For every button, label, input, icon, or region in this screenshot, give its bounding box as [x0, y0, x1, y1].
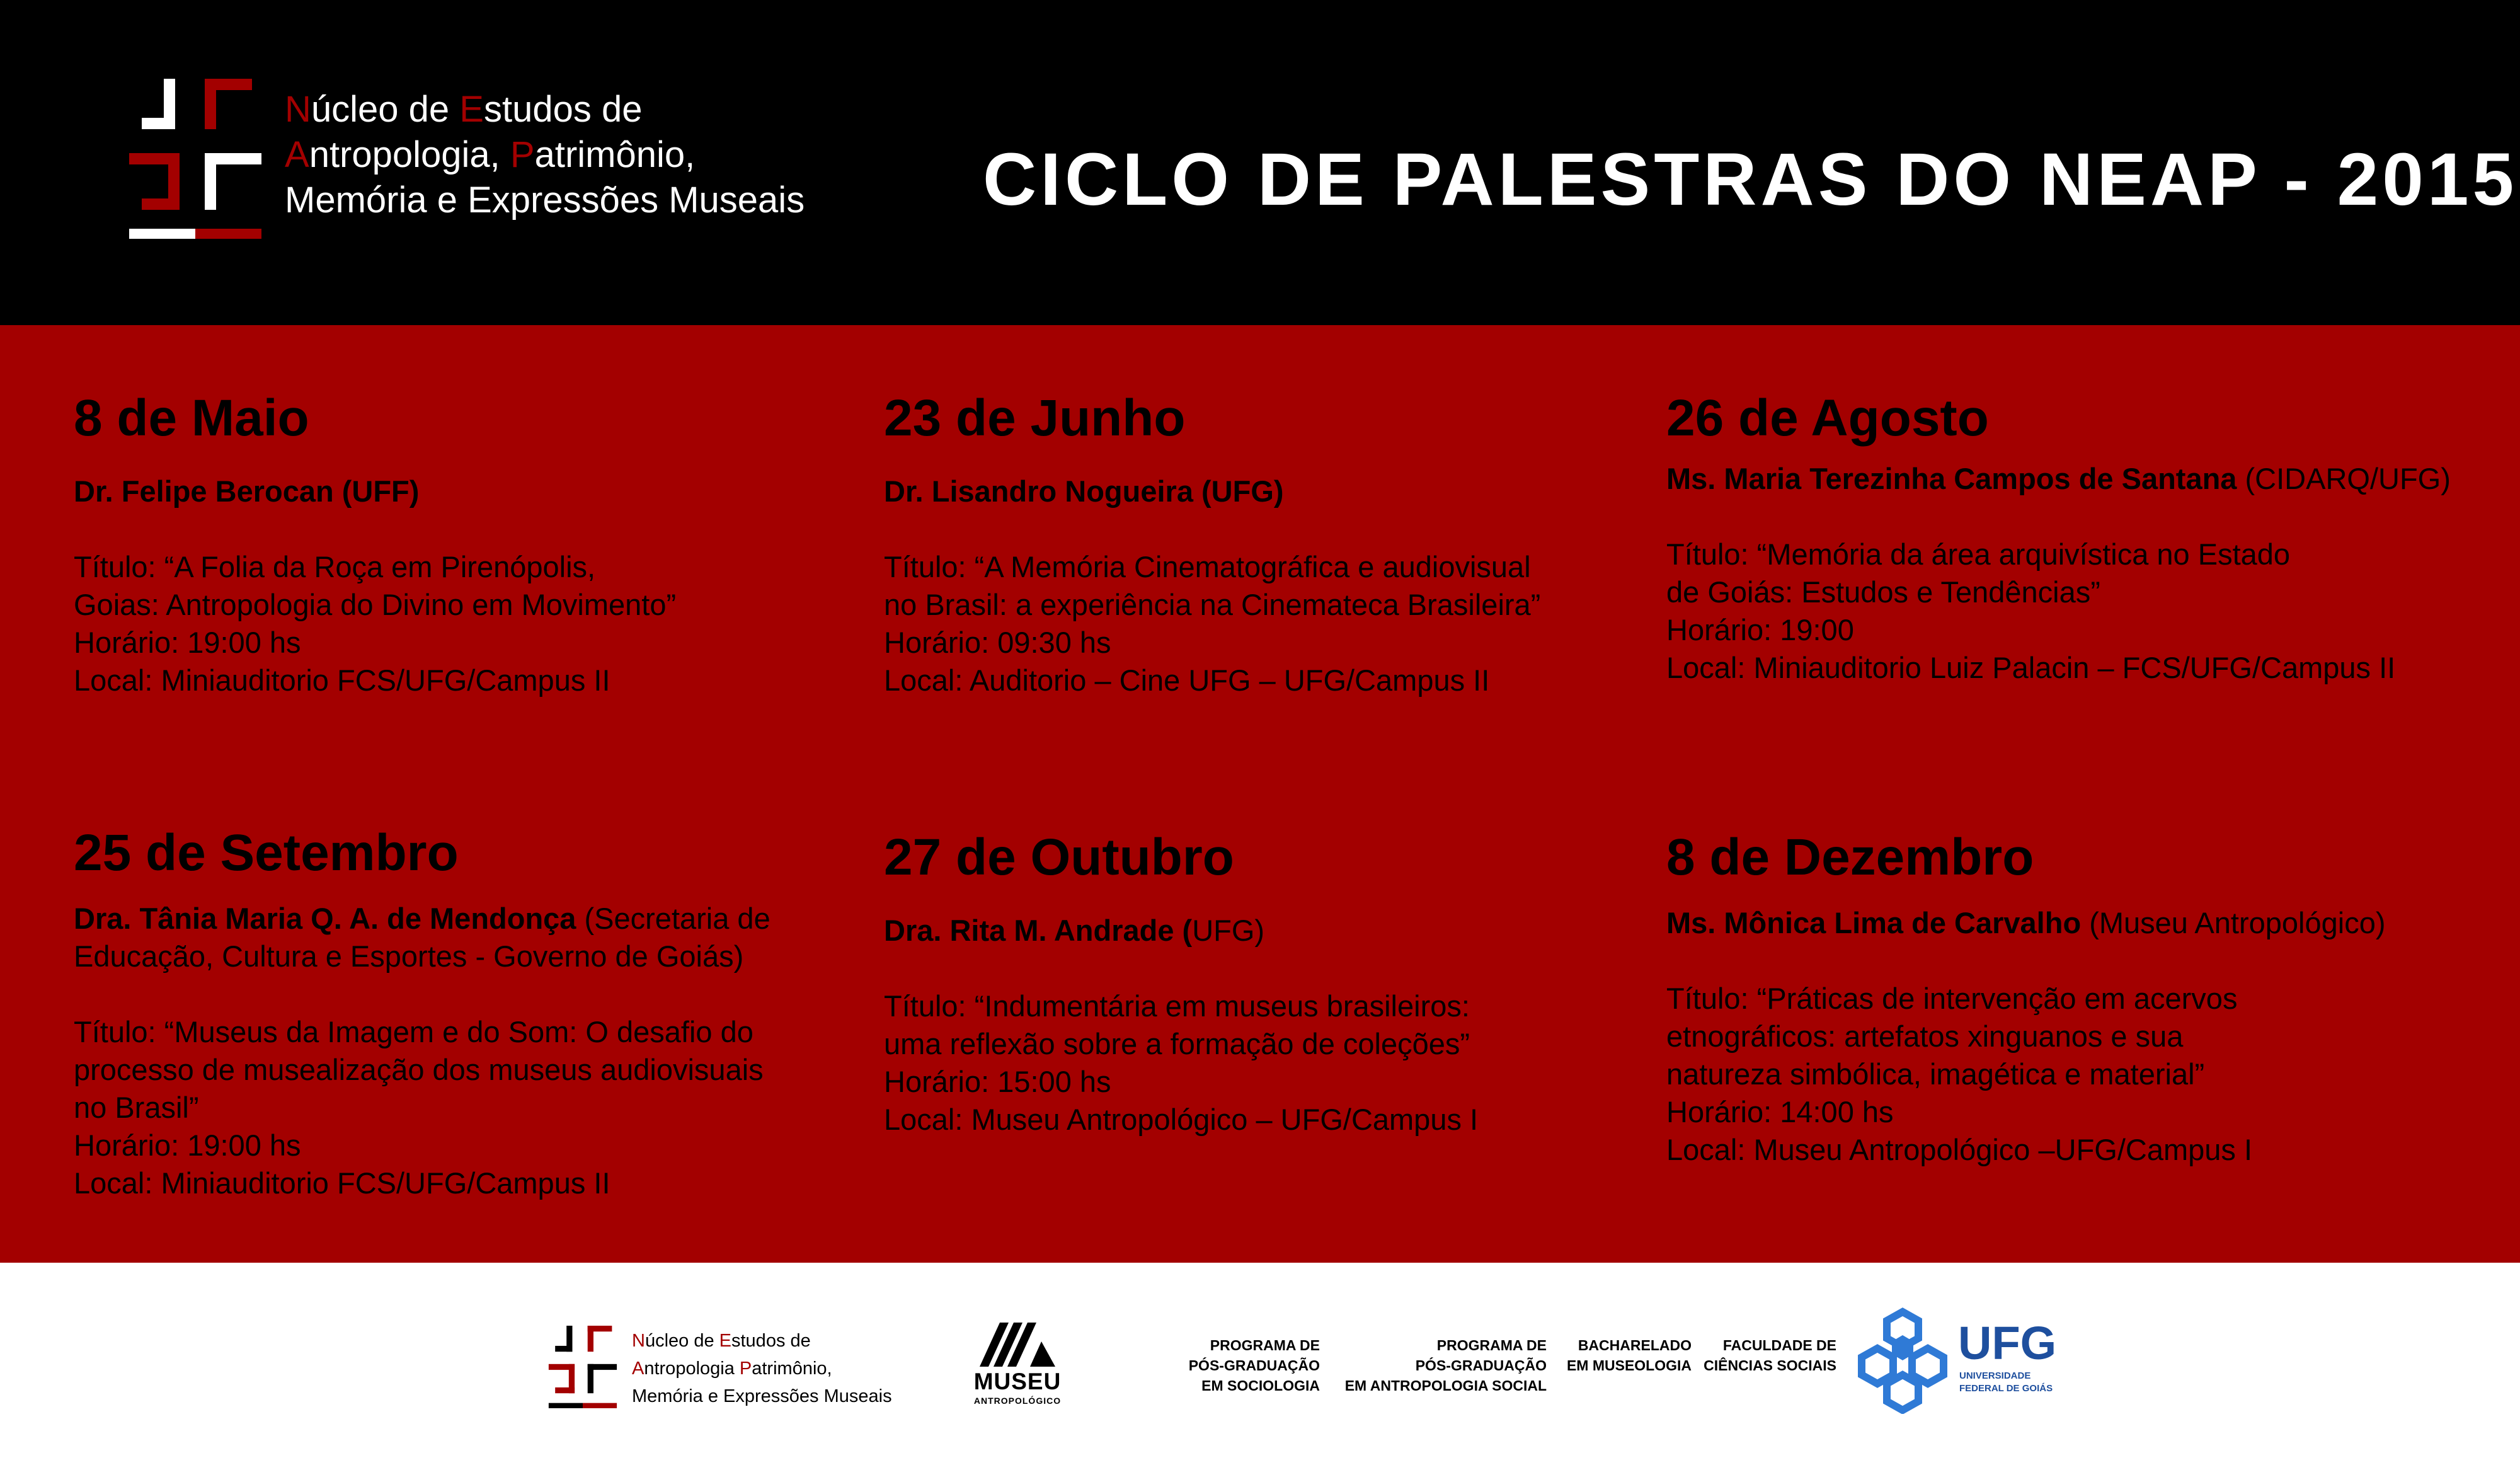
event-title: etnográficos: artefatos xinguanos e sua — [1666, 1019, 2184, 1053]
event-speaker: Ms. Mônica Lima de Carvalho (Museu Antropológico) — [1666, 906, 2386, 939]
event-time: Horário: 19:00 hs — [74, 626, 301, 659]
event-date: 8 de Maio — [74, 389, 309, 447]
event-title: natureza simbólica, imagética e material” — [1666, 1057, 2205, 1091]
event-card — [74, 823, 861, 1202]
neap-logo-text: Núcleo de Estudos de Antropologia, Patrimônio, Memória e Expressões Museais — [285, 89, 805, 221]
museu-title: MUSEU — [973, 1369, 1062, 1394]
event-title: Título: “Práticas de intervenção em acervos — [1666, 982, 2238, 1015]
event-title: no Brasil: a experiência na Cinemateca Brasileira” — [884, 588, 1541, 621]
event-date: 26 de Agosto — [1666, 389, 1989, 447]
event-location: Local: Museu Antropológico – UFG/Campus I — [884, 1103, 1479, 1136]
event-card — [884, 827, 1659, 1139]
ufg-hexagon-logo-icon — [1855, 1307, 1950, 1414]
events-panel — [0, 325, 2520, 1263]
event-title: Título: “Indumentária em museus brasileiros: — [884, 989, 1470, 1023]
event-time: Horário: 19:00 — [1666, 613, 1854, 646]
institution-sociologia: PROGRAMA DE PÓS-GRADUAÇÃO EM SOCIOLOGIA — [1188, 1337, 1320, 1394]
event-card — [884, 388, 1659, 699]
event-title: de Goiás: Estudos e Tendências” — [1666, 575, 2100, 609]
event-speaker: Ms. Maria Terezinha Campos de Santana (CIDARQ/UFG) — [1666, 462, 2451, 495]
event-title: no Brasil” — [74, 1091, 199, 1124]
institution-antropologia-social: PROGRAMA DE PÓS-GRADUAÇÃO EM ANTROPOLOGIA SOCIAL — [1344, 1337, 1547, 1394]
event-time: Horário: 15:00 hs — [884, 1065, 1111, 1098]
header-banner — [0, 0, 2520, 325]
event-date: 25 de Setembro — [74, 824, 459, 881]
event-speaker: Dr. Felipe Berocan (UFF) — [74, 474, 420, 508]
institution-ciencias-sociais: FACULDADE DE CIÊNCIAS SOCIAIS — [1704, 1337, 1836, 1374]
event-speaker-affiliation: Educação, Cultura e Esportes - Governo de Goiás) — [74, 939, 744, 973]
institution-museologia: BACHARELADO EM MUSEOLOGIA — [1566, 1337, 1692, 1374]
event-location: Local: Miniauditorio FCS/UFG/Campus II — [74, 663, 610, 697]
event-title: Goias: Antropologia do Divino em Movimento” — [74, 588, 677, 621]
event-title: Título: “Museus da Imagem e do Som: O desafio do — [74, 1015, 753, 1048]
event-title: Título: “Memória da área arquivística no Estado — [1666, 537, 2291, 571]
ufg-title: UFG — [1958, 1317, 2057, 1369]
event-date: 27 de Outubro — [884, 829, 1234, 886]
event-time: Horário: 19:00 hs — [74, 1128, 301, 1162]
event-title: processo de musealização dos museus audiovisuais — [74, 1053, 764, 1086]
event-time: Horário: 14:00 hs — [1666, 1095, 1894, 1128]
neap-logo-text-small: Núcleo de Estudos de Antropologia Patrimônio, Memória e Expressões Museais — [632, 1331, 892, 1406]
event-title: uma reflexão sobre a formação de coleções” — [884, 1027, 1470, 1060]
event-location: Local: Auditorio – Cine UFG – UFG/Campus II — [884, 663, 1490, 697]
event-speaker: Dr. Lisandro Nogueira (UFG) — [884, 474, 1284, 508]
event-location: Local: Miniauditorio Luiz Palacin – FCS/UFG/Campus II — [1666, 651, 2396, 684]
event-speaker: Dra. Rita M. Andrade (UFG) — [884, 914, 1265, 947]
event-card — [1666, 827, 2504, 1169]
page-title: CICLO DE PALESTRAS DO NEAP - 2015 — [983, 138, 2518, 221]
event-card — [74, 388, 817, 699]
event-location: Local: Miniauditorio FCS/UFG/Campus II — [74, 1166, 610, 1200]
museu-subtitle: ANTROPOLÓGICO — [973, 1396, 1062, 1406]
event-date: 23 de Junho — [884, 389, 1186, 447]
event-date: 8 de Dezembro — [1666, 829, 2034, 886]
event-title: Título: “A Memória Cinematográfica e audiovisual — [884, 550, 1531, 583]
ufg-subtitle: UNIVERSIDADE FEDERAL DE GOIÁS — [1959, 1370, 2053, 1394]
event-speaker: Dra. Tânia Maria Q. A. de Mendonça (Secretaria de — [74, 902, 770, 935]
neap-logo-mark — [129, 79, 261, 243]
event-time: Horário: 09:30 hs — [884, 626, 1111, 659]
footer-sponsors — [0, 1263, 2520, 1470]
event-card — [1666, 388, 2504, 687]
event-location: Local: Museu Antropológico –UFG/Campus I — [1666, 1133, 2253, 1166]
neap-logo-mark-small — [548, 1326, 617, 1410]
event-title: Título: “A Folia da Roça em Pirenópolis, — [74, 550, 596, 583]
